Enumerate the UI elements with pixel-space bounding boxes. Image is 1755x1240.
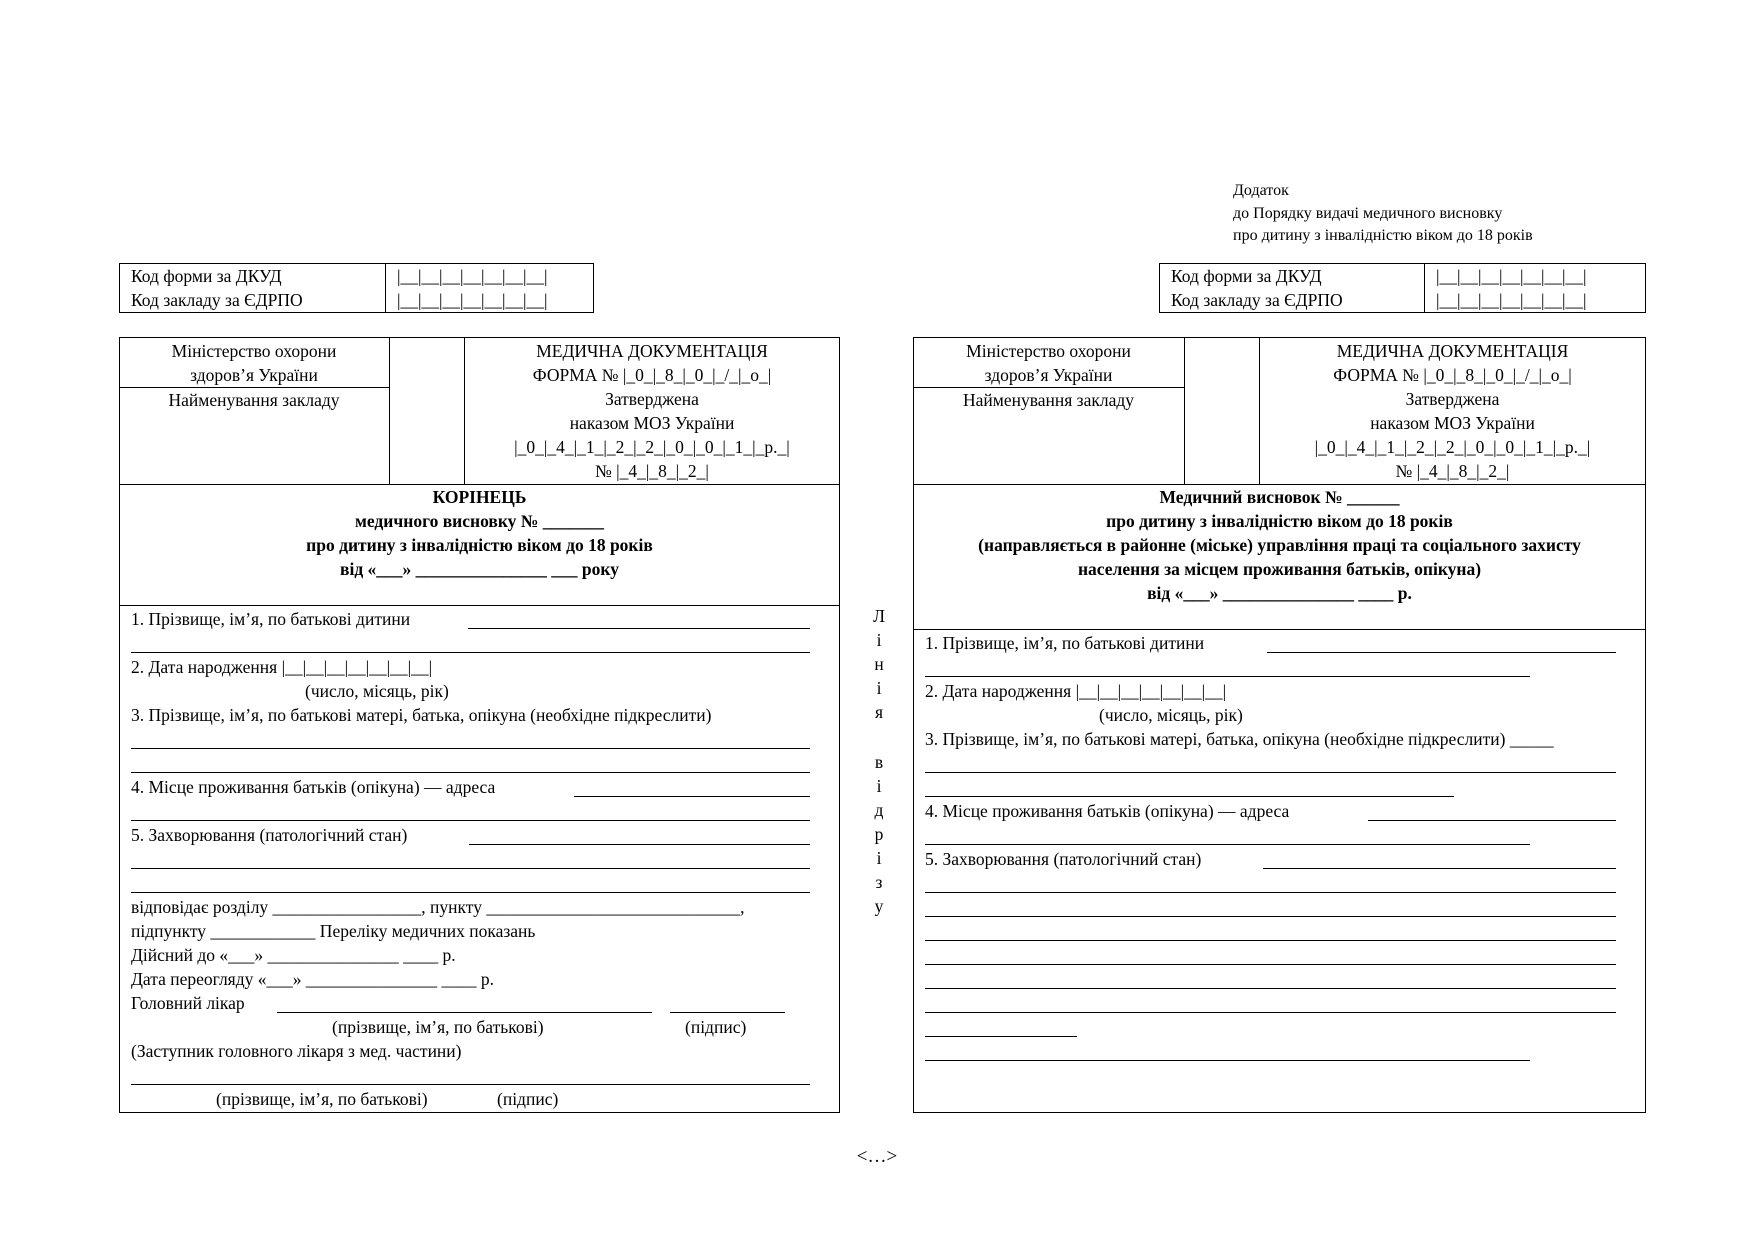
stub-parent-name-line-2[interactable] — [131, 772, 810, 773]
stub-order-number: № |_4_|_8_|_2_| — [595, 461, 709, 481]
stub-dkud-label: Код форми за ДКУД — [131, 266, 282, 286]
stub-deputy-line[interactable] — [131, 1084, 810, 1085]
main-disease-line-1[interactable] — [1263, 868, 1616, 869]
main-field-child-name: 1. Прізвище, ім’я, по батькові дитини — [925, 633, 1205, 653]
stub-field-birth-date[interactable]: 2. Дата народження |__|__|__|__|__|__|__| — [131, 657, 433, 677]
main-institution-label: Найменування закладу — [962, 390, 1135, 410]
cut-line-char: і — [876, 776, 882, 796]
main-child-name-line-1[interactable] — [1267, 652, 1616, 653]
cut-line-char: і — [876, 848, 882, 868]
stub-address-line-2[interactable] — [131, 820, 810, 821]
main-order-date: |_0_|_4_|_1_|_2_|_2_|_0_|_0_|_1_|_р._| — [1314, 437, 1591, 457]
main-field-disease: 5. Захворювання (патологічний стан) — [925, 849, 1202, 869]
cut-line-char: у — [874, 896, 884, 916]
cut-line-char: і — [876, 630, 882, 650]
appendix-note — [1233, 180, 1533, 248]
cut-line-char: і — [876, 678, 882, 698]
stub-deputy-name-hint: (прізвище, ім’я, по батькові) — [216, 1089, 428, 1109]
main-from-date: від «___» _______________ ____ р. — [1147, 583, 1412, 603]
cut-line-char: р — [874, 824, 884, 844]
main-child-name-line-2[interactable] — [925, 676, 1530, 677]
stub-chief-doctor-signature-line[interactable] — [670, 1012, 785, 1013]
main-dkud-label: Код форми за ДКУД — [1171, 266, 1322, 286]
stub-chief-doctor-name-hint: (прізвище, ім’я, по батькові) — [332, 1017, 544, 1037]
main-order-number: № |_4_|_8_|_2_| — [1395, 461, 1510, 481]
cut-line-char: з — [875, 872, 883, 892]
main-field-parent-name: 3. Прізвище, ім’я, по батькові матері, батька, опікуна (необхідне підкреслити) _____ — [925, 729, 1554, 749]
main-parent-name-line-1[interactable] — [925, 772, 1616, 773]
cut-line-char: я — [874, 702, 884, 722]
stub-about: про дитину з інвалідністю віком до 18 років — [306, 535, 653, 555]
stub-disease-line-1[interactable] — [469, 844, 810, 845]
stub-from-date: від «___» _______________ ___ року — [340, 559, 619, 579]
stub-birth-date-hint: (число, місяць, рік) — [305, 681, 449, 701]
main-disease-line-2[interactable] — [925, 892, 1616, 893]
stub-subtitle: медичного висновку № _______ — [354, 511, 605, 531]
stub-disease-line-3[interactable] — [131, 892, 810, 893]
stub-ministry-line-1: Міністерство охорони — [171, 341, 337, 361]
stub-child-name-line-1[interactable] — [468, 628, 810, 629]
main-med-doc: МЕДИЧНА ДОКУМЕНТАЦІЯ — [1336, 341, 1569, 361]
stub-med-doc: МЕДИЧНА ДОКУМЕНТАЦІЯ — [536, 341, 768, 361]
main-direction-line-2: населення за місцем проживання батьків, опікуна) — [1077, 559, 1482, 579]
stub-deputy-signature-hint: (підпис) — [497, 1089, 559, 1109]
stub-field-child-name: 1. Прізвище, ім’я, по батькові дитини — [131, 609, 411, 629]
main-title: Медичний висновок № ______ — [1159, 487, 1400, 507]
main-order: наказом МОЗ України — [1370, 413, 1535, 433]
stub-disease-line-2[interactable] — [131, 868, 810, 869]
main-ministry-line-2: здоров’я України — [984, 365, 1113, 385]
stub-valid-until: Дійсний до «___» _______________ ____ р. — [131, 945, 456, 965]
cut-line-char: н — [874, 654, 884, 674]
main-approved: Затверджена — [1405, 389, 1500, 409]
stub-order: наказом МОЗ України — [569, 413, 735, 433]
stub-parent-name-line-1[interactable] — [131, 748, 810, 749]
main-about: про дитину з інвалідністю віком до 18 років — [1106, 511, 1453, 531]
main-edrpo-label: Код закладу за ЄДРПО — [1171, 290, 1343, 310]
main-field-address: 4. Місце проживання батьків (опікуна) — адреса — [925, 801, 1290, 821]
stub-subsection-ref: підпункту ____________ Переліку медичних показань — [131, 921, 536, 941]
cut-line-char: в — [874, 752, 884, 772]
appendix-line-3: про дитину з інвалідністю віком до 18 років — [1233, 227, 1533, 244]
main-address-line-2[interactable] — [925, 844, 1530, 845]
stub-review-date: Дата переогляду «___» _______________ ____ р. — [131, 969, 495, 989]
stub-dkud-cells[interactable]: |__|__|__|__|__|__|__| — [397, 266, 548, 286]
main-dkud-cells[interactable]: |__|__|__|__|__|__|__| — [1436, 266, 1587, 286]
stub-order-date: |_0_|_4_|_1_|_2_|_2_|_0_|_0_|_1_|_р._| — [514, 437, 790, 457]
stub-chief-doctor-name-line[interactable] — [277, 1012, 652, 1013]
appendix-line-2: до Порядку видачі медичного висновку — [1233, 204, 1503, 222]
stub-title: КОРІНЕЦЬ — [432, 487, 527, 507]
stub-field-parent-name: 3. Прізвище, ім’я, по батькові матері, батька, опікуна (необхідне підкреслити) — [131, 705, 712, 725]
stub-address-line-1[interactable] — [574, 796, 810, 797]
stub-institution-label: Найменування закладу — [168, 390, 340, 410]
stub-field-address: 4. Місце проживання батьків (опікуна) — адреса — [131, 777, 496, 797]
main-disease-line-4[interactable] — [925, 940, 1616, 941]
main-disease-line-3[interactable] — [925, 916, 1616, 917]
main-edrpo-cells[interactable]: |__|__|__|__|__|__|__| — [1436, 290, 1587, 310]
main-disease-line-9[interactable] — [925, 1060, 1530, 1061]
stub-edrpo-label: Код закладу за ЄДРПО — [131, 290, 303, 310]
stub-form-no: ФОРМА № |_0_|_8_|_0_|_/_|_о_| — [532, 365, 772, 385]
main-parent-name-line-2[interactable] — [925, 796, 1454, 797]
main-field-birth-date[interactable]: 2. Дата народження |__|__|__|__|__|__|__| — [925, 681, 1227, 701]
cut-line-char: д — [874, 800, 884, 820]
omission-ellipsis: <…> — [856, 1146, 898, 1167]
stub-deputy-label: (Заступник головного лікаря з мед. частини) — [131, 1041, 462, 1061]
main-ministry-line-1: Міністерство охорони — [966, 341, 1131, 361]
main-disease-line-6[interactable] — [925, 988, 1616, 989]
main-address-line-1[interactable] — [1368, 820, 1616, 821]
stub-section-ref: відповідає розділу _________________, пункту _____________________________, — [131, 897, 745, 917]
stub-ministry-line-2: здоров’я України — [190, 365, 318, 385]
stub-edrpo-cells[interactable]: |__|__|__|__|__|__|__| — [397, 290, 548, 310]
stub-field-disease: 5. Захворювання (патологічний стан) — [131, 825, 408, 845]
stub-approved: Затверджена — [605, 389, 699, 409]
main-birth-date-hint: (число, місяць, рік) — [1099, 705, 1243, 725]
main-direction-line-1: (направляється в районне (міське) управління праці та соціального захисту — [978, 535, 1581, 555]
stub-chief-doctor-label: Головний лікар — [131, 993, 245, 1013]
stub-chief-doctor-signature-hint: (підпис) — [685, 1017, 747, 1037]
stub-child-name-line-2[interactable] — [131, 652, 810, 653]
main-disease-line-5[interactable] — [925, 964, 1616, 965]
appendix-line-1: Додаток — [1233, 182, 1289, 199]
main-disease-line-7[interactable] — [925, 1012, 1616, 1013]
main-form-no: ФОРМА № |_0_|_8_|_0_|_/_|_о_| — [1333, 365, 1572, 385]
cut-line-char: Л — [873, 606, 885, 626]
main-disease-line-8[interactable] — [925, 1036, 1077, 1037]
